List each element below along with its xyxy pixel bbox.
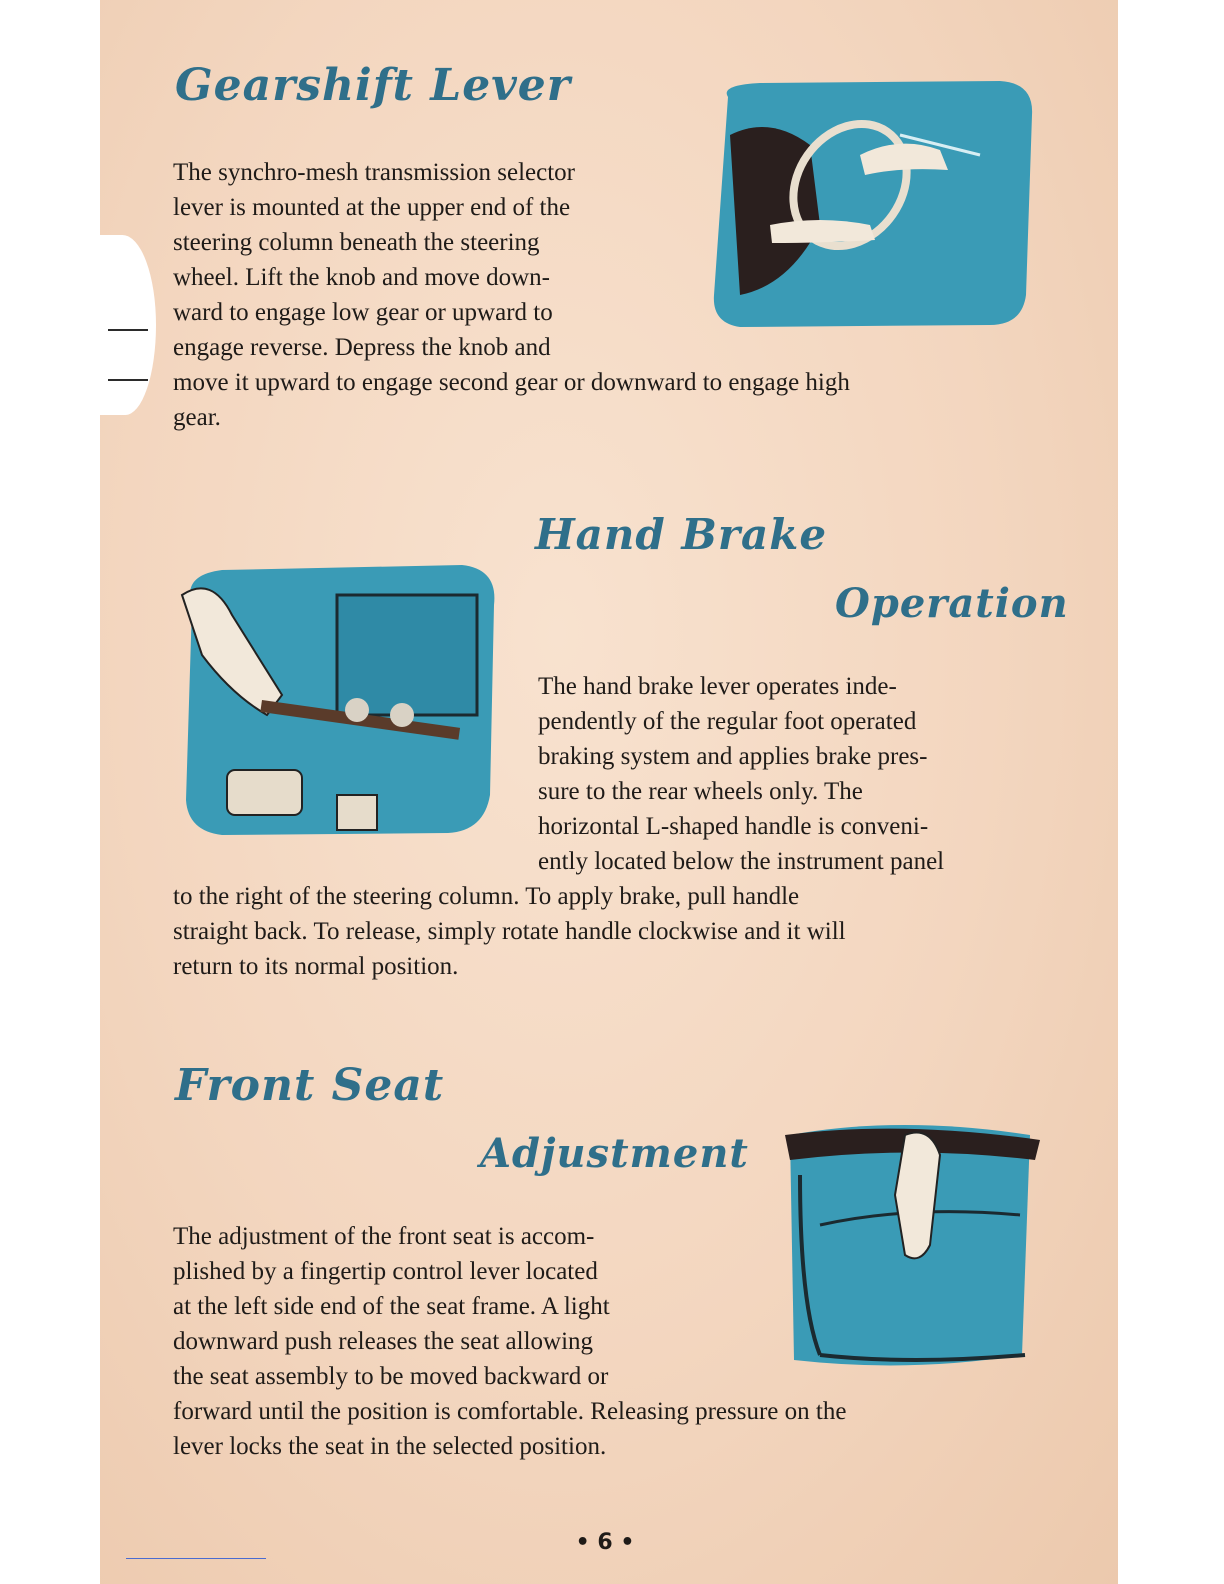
tear-mark <box>108 379 148 381</box>
page-number: • 6 • <box>575 1530 635 1555</box>
frontseat-title-line1: Front Seat <box>175 1060 445 1111</box>
text-line: wheel. Lift the knob and move down- <box>173 264 550 291</box>
text-line: The hand brake lever operates inde- <box>538 673 897 700</box>
text-line: The synchro-mesh transmission selector <box>173 159 575 186</box>
tear-mark <box>108 329 148 331</box>
text-line: the seat assembly to be moved backward or <box>173 1363 609 1390</box>
gearshift-paragraph-full <box>173 365 1038 435</box>
text-line: plished by a fingertip control lever located <box>173 1258 598 1285</box>
text-line: sure to the rear wheels only. The <box>538 778 863 805</box>
text-line: braking system and applies brake pres- <box>538 743 928 770</box>
gearshift-title: Gearshift Lever <box>175 60 571 111</box>
handbrake-title-line1: Hand Brake <box>535 510 828 559</box>
gearshift-illustration <box>700 75 1040 330</box>
text-line: gear. <box>173 404 221 431</box>
text-line: horizontal L-shaped handle is conveni- <box>538 813 929 840</box>
text-line: engage reverse. Depress the knob and <box>173 334 551 361</box>
text-line: forward until the position is comfortable. Releasing pressure on the <box>173 1398 847 1425</box>
text-line: ward to engage low gear or upward to <box>173 299 553 326</box>
scan-underline <box>126 1558 266 1559</box>
handbrake-paragraph-wrapped <box>538 669 1038 879</box>
text-line: move it upward to engage second gear or downward to engage high <box>173 369 850 396</box>
text-line: steering column beneath the steering <box>173 229 540 256</box>
frontseat-paragraph-full <box>173 1394 1038 1464</box>
text-line: straight back. To release, simply rotate handle clockwise and it will <box>173 918 846 945</box>
handbrake-illustration <box>172 555 502 840</box>
text-line: lever is mounted at the upper end of the <box>173 194 571 221</box>
text-line: pendently of the regular foot operated <box>538 708 917 735</box>
frontseat-title-line2: Adjustment <box>480 1130 749 1177</box>
handbrake-title-line2: Operation <box>835 580 1069 627</box>
handbrake-paragraph-full <box>173 879 1038 984</box>
text-line: at the left side end of the seat frame. A light <box>173 1293 610 1320</box>
text-line: ently located below the instrument panel <box>538 848 945 875</box>
frontseat-paragraph-wrapped <box>173 1219 729 1394</box>
text-line: downward push releases the seat allowing <box>173 1328 594 1355</box>
frontseat-illustration <box>760 1115 1045 1380</box>
gearshift-paragraph-wrapped <box>173 155 673 365</box>
text-line: to the right of the steering column. To apply brake, pull handle <box>173 883 800 910</box>
text-line: lever locks the seat in the selected position. <box>173 1433 607 1460</box>
text-line: return to its normal position. <box>173 953 459 980</box>
text-line: The adjustment of the front seat is accom- <box>173 1223 595 1250</box>
